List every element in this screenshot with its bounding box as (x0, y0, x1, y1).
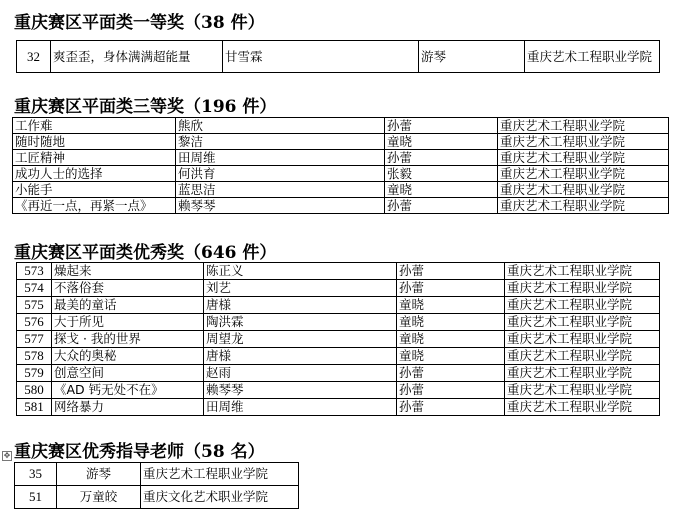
school-name: 重庆艺术工程职业学院 (525, 41, 660, 73)
author-name: 何洪育 (176, 166, 385, 182)
work-title: 燥起来 (52, 263, 204, 280)
table-row (17, 41, 660, 73)
section-title-excellent-teachers: 重庆赛区优秀指导老师（58 名） (14, 442, 265, 462)
teacher-name: 孙蕾 (397, 365, 505, 382)
work-title: 大于所见 (52, 314, 204, 331)
work-title: 不落俗套 (52, 280, 204, 297)
teacher-name: 童晓 (385, 182, 498, 198)
author-name: 刘艺 (204, 280, 397, 297)
section-title-first-prize: 重庆赛区平面类一等奖（38 件） (14, 13, 265, 33)
table-row (17, 399, 660, 416)
work-title: 创意空间 (52, 365, 204, 382)
author-name: 甘雪霖 (223, 41, 419, 73)
teacher-name: 孙蕾 (385, 118, 498, 134)
teacher-name: 游琴 (57, 463, 141, 486)
work-title: 大众的奥秘 (52, 348, 204, 365)
work-title: 《再近一点，再紧一点》 (13, 198, 176, 214)
author-name: 唐様 (204, 348, 397, 365)
school-name: 重庆艺术工程职业学院 (505, 348, 660, 365)
school-name: 重庆艺术工程职业学院 (498, 198, 669, 214)
work-title: 最美的童话 (52, 297, 204, 314)
teacher-name: 童晓 (397, 348, 505, 365)
author-name: 田周维 (204, 399, 397, 416)
table-row (17, 331, 660, 348)
row-number: 573 (17, 263, 52, 280)
table-row (13, 118, 669, 134)
table-row (17, 314, 660, 331)
teacher-name: 童晓 (397, 314, 505, 331)
teacher-name: 游琴 (419, 41, 525, 73)
school-name: 重庆艺术工程职业学院 (498, 134, 669, 150)
work-title: 工作难 (13, 118, 176, 134)
author-name: 蓝思洁 (176, 182, 385, 198)
row-number: 578 (17, 348, 52, 365)
table-row (17, 382, 660, 399)
school-name: 重庆艺术工程职业学院 (498, 118, 669, 134)
teacher-name: 万童皎 (57, 486, 141, 509)
teacher-name: 孙蕾 (397, 280, 505, 297)
school-name: 重庆文化艺术职业学院 (141, 486, 299, 509)
row-number: 32 (17, 41, 51, 73)
row-number: 576 (17, 314, 52, 331)
author-name: 陶洪霖 (204, 314, 397, 331)
author-name: 赖琴琴 (176, 198, 385, 214)
work-title: 工匠精神 (13, 150, 176, 166)
table-row (17, 280, 660, 297)
work-title: 小能手 (13, 182, 176, 198)
author-name: 赖琴琴 (204, 382, 397, 399)
author-name: 陈正义 (204, 263, 397, 280)
work-title: 成功人士的选择 (13, 166, 176, 182)
row-number: 577 (17, 331, 52, 348)
section-title-excellence-prize: 重庆赛区平面类优秀奖（646 件） (14, 243, 277, 263)
work-title: 爽歪歪，身体满满超能量 (51, 41, 223, 73)
teacher-name: 童晓 (385, 134, 498, 150)
author-name: 周望龙 (204, 331, 397, 348)
table-move-handle-icon[interactable]: ✥ (3, 451, 11, 460)
author-name: 熊欣 (176, 118, 385, 134)
table-row (17, 365, 660, 382)
table-row (13, 166, 669, 182)
row-number: 579 (17, 365, 52, 382)
school-name: 重庆艺术工程职业学院 (505, 314, 660, 331)
row-number: 575 (17, 297, 52, 314)
work-title: 随时随地 (13, 134, 176, 150)
school-name: 重庆艺术工程职业学院 (498, 182, 669, 198)
table-row (15, 463, 299, 486)
author-name: 黎洁 (176, 134, 385, 150)
school-name: 重庆艺术工程职业学院 (505, 263, 660, 280)
author-name: 田周维 (176, 150, 385, 166)
school-name: 重庆艺术工程职业学院 (505, 280, 660, 297)
row-number: 580 (17, 382, 52, 399)
work-title: 探戈 · 我的世界 (52, 331, 204, 348)
table-row (17, 348, 660, 365)
table-row (17, 297, 660, 314)
work-title: 网络暴力 (52, 399, 204, 416)
school-name: 重庆艺术工程职业学院 (505, 382, 660, 399)
school-name: 重庆艺术工程职业学院 (505, 365, 660, 382)
table-row (13, 198, 669, 214)
table-row (13, 182, 669, 198)
table-row (13, 150, 669, 166)
school-name: 重庆艺术工程职业学院 (498, 166, 669, 182)
row-number: 51 (15, 486, 57, 509)
work-title: 《AD 钙无处不在》 (52, 382, 204, 399)
table-row (17, 263, 660, 280)
teacher-name: 孙蕾 (397, 263, 505, 280)
school-name: 重庆艺术工程职业学院 (498, 150, 669, 166)
first-prize-table (16, 40, 660, 73)
row-number: 35 (15, 463, 57, 486)
table-row (13, 134, 669, 150)
excellent-teachers-table (14, 462, 299, 509)
teacher-name: 童晓 (397, 331, 505, 348)
third-prize-table (12, 117, 669, 214)
school-name: 重庆艺术工程职业学院 (505, 331, 660, 348)
teacher-name: 孙蕾 (397, 399, 505, 416)
teacher-name: 孙蕾 (385, 150, 498, 166)
row-number: 574 (17, 280, 52, 297)
excellence-prize-table (16, 262, 660, 416)
table-row (15, 486, 299, 509)
author-name: 赵雨 (204, 365, 397, 382)
section-title-third-prize: 重庆赛区平面类三等奖（196 件） (14, 97, 277, 117)
teacher-name: 童晓 (397, 297, 505, 314)
school-name: 重庆艺术工程职业学院 (505, 297, 660, 314)
teacher-name: 张毅 (385, 166, 498, 182)
teacher-name: 孙蕾 (385, 198, 498, 214)
author-name: 唐様 (204, 297, 397, 314)
school-name: 重庆艺术工程职业学院 (505, 399, 660, 416)
school-name: 重庆艺术工程职业学院 (141, 463, 299, 486)
teacher-name: 孙蕾 (397, 382, 505, 399)
row-number: 581 (17, 399, 52, 416)
